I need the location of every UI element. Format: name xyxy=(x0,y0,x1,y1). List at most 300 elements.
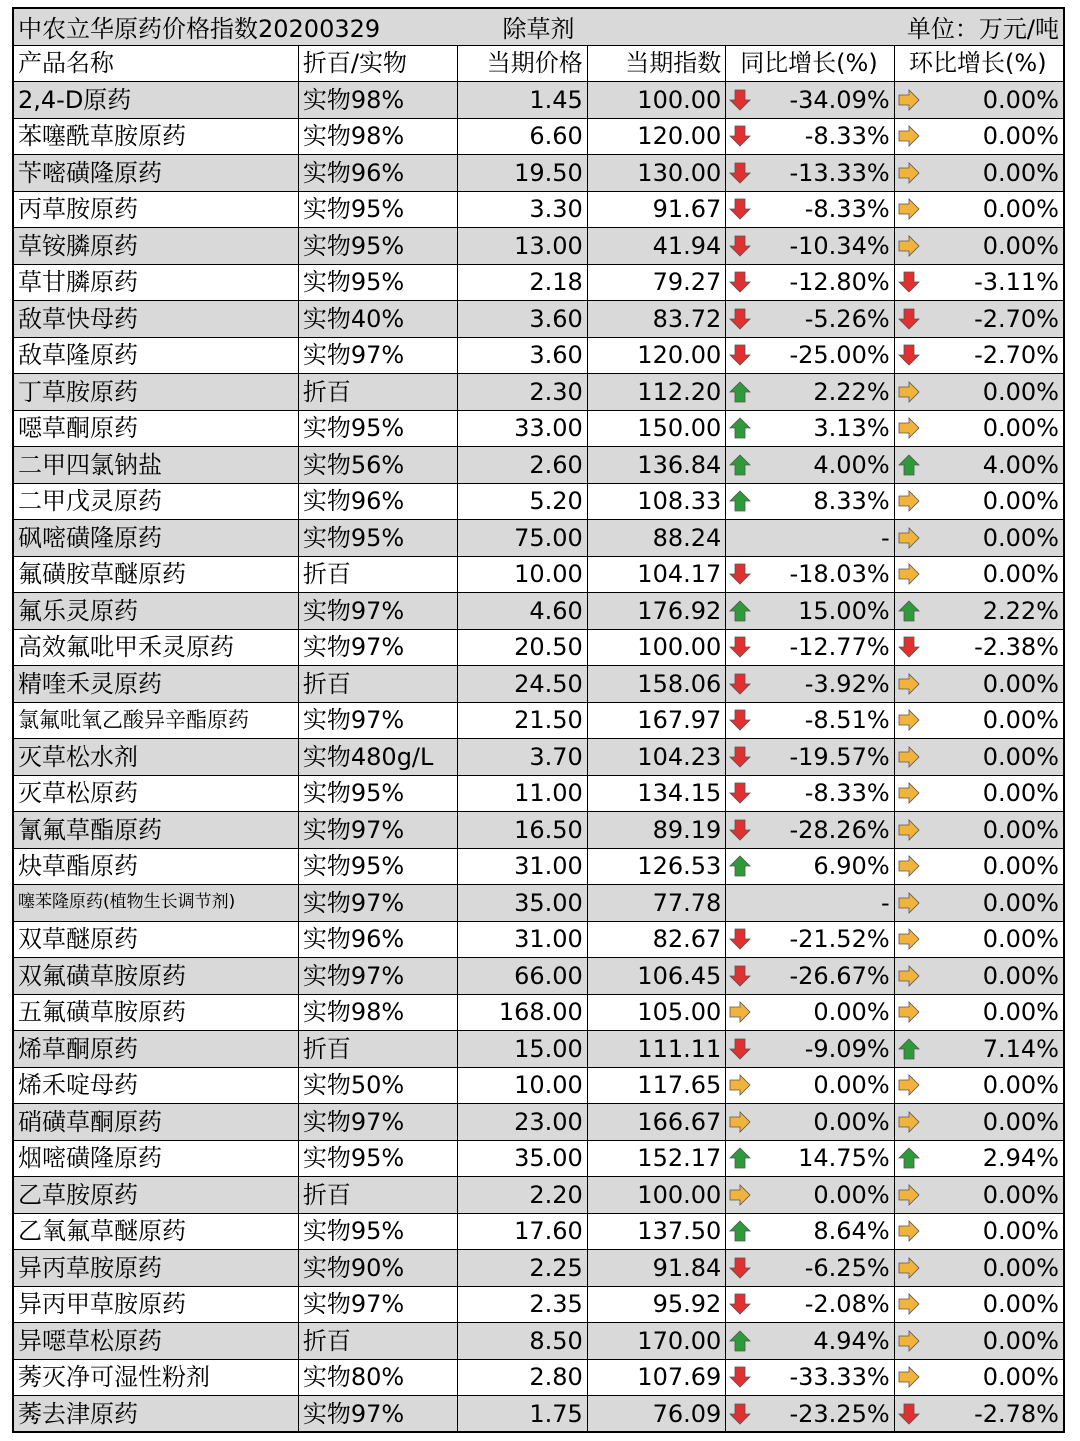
mom-value: 0.00% xyxy=(982,1363,1059,1392)
arrow-up-icon xyxy=(728,416,752,440)
yoy-value: -19.57% xyxy=(789,742,890,771)
arrow-down-icon xyxy=(728,307,752,331)
arrow-down-icon xyxy=(728,745,752,769)
yoy-value: -6.25% xyxy=(804,1253,890,1282)
product-name: 噁草酮原药 xyxy=(14,411,299,447)
price-cell: 3.70 xyxy=(458,739,588,775)
product-name: 二甲戊灵原药 xyxy=(14,484,299,520)
arrow-down-icon xyxy=(897,270,921,294)
arrow-up-icon xyxy=(897,599,921,623)
mom-value: 0.00% xyxy=(982,961,1059,990)
mom-cell xyxy=(895,265,1063,301)
index-cell: 83.72 xyxy=(588,301,726,337)
yoy-value: -28.26% xyxy=(789,815,890,844)
mom-value: 0.00% xyxy=(982,377,1059,406)
yoy-cell xyxy=(726,155,894,191)
arrow-right-icon xyxy=(897,489,921,513)
index-cell: 100.00 xyxy=(588,630,726,666)
price-cell: 24.50 xyxy=(458,666,588,702)
product-name: 异丙草胺原药 xyxy=(14,1250,299,1286)
product-name: 双草醚原药 xyxy=(14,922,299,958)
table-body xyxy=(14,82,1063,1433)
report-title: 中农立华原药价格指数20200329 xyxy=(18,15,381,44)
product-name: 苯噻酰草胺原药 xyxy=(14,119,299,155)
yoy-value: -8.33% xyxy=(804,122,890,151)
yoy-cell xyxy=(726,484,894,520)
yoy-value: 4.00% xyxy=(813,450,890,479)
table-row xyxy=(14,1177,1063,1214)
table-row xyxy=(14,1287,1063,1324)
product-name: 乙氧氟草醚原药 xyxy=(14,1214,299,1250)
arrow-right-icon xyxy=(897,818,921,842)
price-cell: 21.50 xyxy=(458,703,588,739)
yoy-value: -8.33% xyxy=(804,195,890,224)
arrow-right-icon xyxy=(897,964,921,988)
table-row xyxy=(14,922,1063,959)
price-cell: 6.60 xyxy=(458,119,588,155)
yoy-value: -26.67% xyxy=(789,961,890,990)
mom-cell xyxy=(895,739,1063,775)
yoy-cell xyxy=(726,739,894,775)
arrow-right-icon xyxy=(897,88,921,112)
arrow-right-icon xyxy=(897,1292,921,1316)
mom-value: 4.00% xyxy=(982,450,1059,479)
yoy-value: -12.77% xyxy=(789,633,890,662)
mom-value: 7.14% xyxy=(982,1034,1059,1063)
table-row xyxy=(14,228,1063,265)
yoy-cell xyxy=(726,593,894,629)
yoy-cell xyxy=(726,1141,894,1177)
index-cell: 112.20 xyxy=(588,374,726,410)
arrow-down-icon xyxy=(897,307,921,331)
product-name: 氟乐灵原药 xyxy=(14,593,299,629)
table-row xyxy=(14,82,1063,119)
price-cell: 10.00 xyxy=(458,557,588,593)
arrow-right-icon xyxy=(897,380,921,404)
arrow-up-icon xyxy=(728,380,752,404)
mom-cell xyxy=(895,119,1063,155)
table-row xyxy=(14,484,1063,521)
spec-cell: 折百 xyxy=(299,1031,458,1067)
spec-cell: 实物95% xyxy=(299,520,458,556)
spec-cell: 实物95% xyxy=(299,1141,458,1177)
table-row xyxy=(14,849,1063,886)
product-name: 硝磺草酮原药 xyxy=(14,1104,299,1140)
product-name: 烯草酮原药 xyxy=(14,1031,299,1067)
category-label: 除草剂 xyxy=(502,15,575,44)
table-row xyxy=(14,447,1063,484)
arrow-down-icon xyxy=(728,234,752,258)
mom-cell xyxy=(895,1287,1063,1323)
header-price: 当期价格 xyxy=(458,46,588,82)
index-cell: 111.11 xyxy=(588,1031,726,1067)
mom-value: 0.00% xyxy=(982,195,1059,224)
price-cell: 19.50 xyxy=(458,155,588,191)
product-name: 灭草松原药 xyxy=(14,776,299,812)
spec-cell: 实物97% xyxy=(299,885,458,921)
index-cell: 150.00 xyxy=(588,411,726,447)
product-name: 氯氟吡氧乙酸异辛酯原药 xyxy=(14,703,299,739)
product-name: 敌草快母药 xyxy=(14,301,299,337)
table-row xyxy=(14,1360,1063,1397)
yoy-cell xyxy=(726,666,894,702)
index-cell: 117.65 xyxy=(588,1068,726,1104)
mom-value: -2.70% xyxy=(974,304,1059,333)
price-cell: 168.00 xyxy=(458,995,588,1031)
index-cell: 108.33 xyxy=(588,484,726,520)
index-cell: 77.78 xyxy=(588,885,726,921)
spec-cell: 实物98% xyxy=(299,82,458,118)
mom-cell xyxy=(895,447,1063,483)
price-cell: 2.30 xyxy=(458,374,588,410)
yoy-value: -13.33% xyxy=(789,158,890,187)
table-row xyxy=(14,1250,1063,1287)
arrow-right-icon xyxy=(897,124,921,148)
mom-value: 2.94% xyxy=(982,1144,1059,1173)
arrow-right-icon xyxy=(897,1000,921,1024)
mom-value: 0.00% xyxy=(982,669,1059,698)
arrow-right-icon xyxy=(897,1219,921,1243)
yoy-value: 15.00% xyxy=(798,596,890,625)
index-cell: 166.67 xyxy=(588,1104,726,1140)
yoy-cell xyxy=(726,1287,894,1323)
price-cell: 3.60 xyxy=(458,301,588,337)
arrow-up-icon xyxy=(897,1146,921,1170)
arrow-down-icon xyxy=(728,1256,752,1280)
table-row xyxy=(14,301,1063,338)
table-row xyxy=(14,593,1063,630)
table-row xyxy=(14,1141,1063,1178)
mom-value: 0.00% xyxy=(982,487,1059,516)
spec-cell: 实物80% xyxy=(299,1360,458,1396)
mom-cell xyxy=(895,776,1063,812)
arrow-right-icon xyxy=(897,781,921,805)
price-cell: 15.00 xyxy=(458,1031,588,1067)
index-cell: 91.84 xyxy=(588,1250,726,1286)
price-cell: 75.00 xyxy=(458,520,588,556)
yoy-cell xyxy=(726,703,894,739)
table-row xyxy=(14,776,1063,813)
yoy-value: - xyxy=(880,523,890,552)
product-name: 异丙甲草胺原药 xyxy=(14,1287,299,1323)
table-row xyxy=(14,1214,1063,1251)
mom-cell xyxy=(895,411,1063,447)
price-cell: 31.00 xyxy=(458,922,588,958)
yoy-value: -34.09% xyxy=(789,85,890,114)
arrow-down-icon xyxy=(728,1292,752,1316)
yoy-value: 0.00% xyxy=(813,1107,890,1136)
yoy-value: -5.26% xyxy=(804,304,890,333)
mom-value: 0.00% xyxy=(982,706,1059,735)
yoy-value: -21.52% xyxy=(789,925,890,954)
spec-cell: 实物97% xyxy=(299,338,458,374)
arrow-right-icon xyxy=(897,1256,921,1280)
table-row xyxy=(14,703,1063,740)
mom-cell xyxy=(895,1323,1063,1359)
spec-cell: 实物95% xyxy=(299,849,458,885)
price-cell: 2.25 xyxy=(458,1250,588,1286)
table-row xyxy=(14,119,1063,156)
table-row xyxy=(14,338,1063,375)
mom-value: 2.22% xyxy=(982,596,1059,625)
arrow-right-icon xyxy=(897,416,921,440)
mom-value: 0.00% xyxy=(982,158,1059,187)
mom-cell xyxy=(895,1177,1063,1213)
table-row xyxy=(14,739,1063,776)
product-name: 草甘膦原药 xyxy=(14,265,299,301)
price-cell: 20.50 xyxy=(458,630,588,666)
price-cell: 4.60 xyxy=(458,593,588,629)
index-cell: 82.67 xyxy=(588,922,726,958)
arrow-right-icon xyxy=(897,1110,921,1134)
mom-value: 0.00% xyxy=(982,815,1059,844)
price-cell: 2.60 xyxy=(458,447,588,483)
yoy-cell xyxy=(726,374,894,410)
table-row xyxy=(14,885,1063,922)
mom-cell xyxy=(895,1250,1063,1286)
arrow-right-icon xyxy=(897,672,921,696)
arrow-right-icon xyxy=(897,745,921,769)
mom-cell xyxy=(895,1214,1063,1250)
arrow-down-icon xyxy=(897,1402,921,1426)
price-cell: 66.00 xyxy=(458,958,588,994)
yoy-value: 2.22% xyxy=(813,377,890,406)
table-row xyxy=(14,666,1063,703)
arrow-down-icon xyxy=(728,1037,752,1061)
price-cell: 8.50 xyxy=(458,1323,588,1359)
yoy-cell xyxy=(726,119,894,155)
price-cell: 2.18 xyxy=(458,265,588,301)
spec-cell: 折百 xyxy=(299,557,458,593)
arrow-down-icon xyxy=(728,635,752,659)
price-cell: 2.20 xyxy=(458,1177,588,1213)
index-cell: 104.17 xyxy=(588,557,726,593)
product-name: 噻苯隆原药(植物生长调节剂) xyxy=(14,885,299,921)
yoy-cell xyxy=(726,301,894,337)
yoy-value: 0.00% xyxy=(813,1180,890,1209)
mom-cell xyxy=(895,1068,1063,1104)
product-name: 草铵膦原药 xyxy=(14,228,299,264)
arrow-down-icon xyxy=(728,124,752,148)
mom-cell xyxy=(895,995,1063,1031)
yoy-cell xyxy=(726,849,894,885)
yoy-value: 8.33% xyxy=(813,487,890,516)
index-cell: 95.92 xyxy=(588,1287,726,1323)
product-name: 2,4-D原药 xyxy=(14,82,299,118)
index-cell: 137.50 xyxy=(588,1214,726,1250)
price-cell: 2.35 xyxy=(458,1287,588,1323)
mom-cell xyxy=(895,155,1063,191)
yoy-cell xyxy=(726,1104,894,1140)
yoy-value: 14.75% xyxy=(798,1144,890,1173)
price-cell: 31.00 xyxy=(458,849,588,885)
mom-cell xyxy=(895,338,1063,374)
arrow-right-icon xyxy=(897,1329,921,1353)
arrow-right-icon xyxy=(897,234,921,258)
product-name: 二甲四氯钠盐 xyxy=(14,447,299,483)
table-row xyxy=(14,411,1063,448)
yoy-value: -3.92% xyxy=(804,669,890,698)
mom-value: -2.70% xyxy=(974,341,1059,370)
arrow-down-icon xyxy=(728,343,752,367)
price-cell: 3.60 xyxy=(458,338,588,374)
product-name: 乙草胺原药 xyxy=(14,1177,299,1213)
spec-cell: 实物97% xyxy=(299,1396,458,1433)
mom-value: 0.00% xyxy=(982,1107,1059,1136)
yoy-value: -23.25% xyxy=(789,1400,890,1429)
yoy-cell xyxy=(726,885,894,921)
arrow-down-icon xyxy=(728,161,752,185)
arrow-up-icon xyxy=(728,1219,752,1243)
spec-cell: 实物98% xyxy=(299,995,458,1031)
yoy-value: -25.00% xyxy=(789,341,890,370)
price-cell: 5.20 xyxy=(458,484,588,520)
arrow-down-icon xyxy=(728,88,752,112)
product-name: 高效氟吡甲禾灵原药 xyxy=(14,630,299,666)
spec-cell: 实物96% xyxy=(299,155,458,191)
product-name: 双氟磺草胺原药 xyxy=(14,958,299,994)
yoy-cell xyxy=(726,922,894,958)
mom-value: -2.78% xyxy=(974,1400,1059,1429)
mom-cell xyxy=(895,1396,1063,1433)
product-name: 丙草胺原药 xyxy=(14,192,299,228)
yoy-cell xyxy=(726,630,894,666)
product-name: 精喹禾灵原药 xyxy=(14,666,299,702)
unit-label: 单位：万元/吨 xyxy=(906,15,1059,44)
header-index: 当期指数 xyxy=(588,46,726,82)
mom-cell xyxy=(895,703,1063,739)
index-cell: 106.45 xyxy=(588,958,726,994)
yoy-cell xyxy=(726,338,894,374)
spec-cell: 实物95% xyxy=(299,1214,458,1250)
arrow-down-icon xyxy=(728,818,752,842)
table-row xyxy=(14,630,1063,667)
arrow-down-icon xyxy=(728,197,752,221)
price-index-table xyxy=(12,7,1065,1433)
spec-cell: 实物50% xyxy=(299,1068,458,1104)
index-cell: 176.92 xyxy=(588,593,726,629)
spec-cell: 实物97% xyxy=(299,703,458,739)
index-cell: 167.97 xyxy=(588,703,726,739)
yoy-value: -10.34% xyxy=(789,231,890,260)
arrow-down-icon xyxy=(728,672,752,696)
spec-cell: 实物40% xyxy=(299,301,458,337)
yoy-cell xyxy=(726,958,894,994)
header-mom: 环比增长(%) xyxy=(909,49,1047,78)
product-name: 砜嘧磺隆原药 xyxy=(14,520,299,556)
yoy-cell xyxy=(726,1177,894,1213)
price-cell: 13.00 xyxy=(458,228,588,264)
price-cell: 35.00 xyxy=(458,1141,588,1177)
header-row xyxy=(14,46,1063,83)
arrow-down-icon xyxy=(897,343,921,367)
yoy-cell xyxy=(726,520,894,556)
index-cell: 100.00 xyxy=(588,82,726,118)
mom-value: 0.00% xyxy=(982,560,1059,589)
index-cell: 126.53 xyxy=(588,849,726,885)
header-name: 产品名称 xyxy=(14,46,299,82)
yoy-value: 8.64% xyxy=(813,1217,890,1246)
arrow-right-icon xyxy=(897,1365,921,1389)
mom-cell xyxy=(895,885,1063,921)
arrow-down-icon xyxy=(728,1402,752,1426)
price-cell: 33.00 xyxy=(458,411,588,447)
mom-value: 0.00% xyxy=(982,1217,1059,1246)
arrow-down-icon xyxy=(728,1365,752,1389)
index-cell: 91.67 xyxy=(588,192,726,228)
index-cell: 104.23 xyxy=(588,739,726,775)
product-name: 莠灭净可湿性粉剂 xyxy=(14,1360,299,1396)
mom-value: 0.00% xyxy=(982,122,1059,151)
arrow-right-icon xyxy=(728,1183,752,1207)
mom-value: 0.00% xyxy=(982,1071,1059,1100)
mom-value: -2.38% xyxy=(974,633,1059,662)
price-cell: 16.50 xyxy=(458,812,588,848)
index-cell: 89.19 xyxy=(588,812,726,848)
yoy-value: 0.00% xyxy=(813,1071,890,1100)
mom-value: 0.00% xyxy=(982,852,1059,881)
spec-cell: 实物90% xyxy=(299,1250,458,1286)
arrow-right-icon xyxy=(897,708,921,732)
yoy-cell xyxy=(726,1214,894,1250)
arrow-right-icon xyxy=(897,1073,921,1097)
product-name: 氟磺胺草醚原药 xyxy=(14,557,299,593)
price-cell: 1.75 xyxy=(458,1396,588,1433)
table-row xyxy=(14,1104,1063,1141)
mom-value: 0.00% xyxy=(982,1253,1059,1282)
arrow-right-icon xyxy=(897,197,921,221)
mom-cell xyxy=(895,1141,1063,1177)
table-row xyxy=(14,155,1063,192)
arrow-down-icon xyxy=(728,964,752,988)
index-cell: 152.17 xyxy=(588,1141,726,1177)
table-row xyxy=(14,557,1063,594)
arrow-right-icon xyxy=(897,1183,921,1207)
mom-cell xyxy=(895,484,1063,520)
yoy-cell xyxy=(726,1396,894,1433)
spec-cell: 实物97% xyxy=(299,593,458,629)
yoy-cell xyxy=(726,411,894,447)
yoy-cell xyxy=(726,1068,894,1104)
yoy-cell xyxy=(726,557,894,593)
table-row xyxy=(14,1396,1063,1433)
mom-value: 0.00% xyxy=(982,1180,1059,1209)
header-yoy: 同比增长(%) xyxy=(726,46,894,82)
spec-cell: 实物95% xyxy=(299,228,458,264)
mom-cell xyxy=(895,1031,1063,1067)
spec-cell: 实物480g/L xyxy=(299,739,458,775)
yoy-value: -18.03% xyxy=(789,560,890,589)
product-name: 五氟磺草胺原药 xyxy=(14,995,299,1031)
yoy-cell xyxy=(726,1360,894,1396)
mom-cell xyxy=(895,666,1063,702)
price-cell: 2.80 xyxy=(458,1360,588,1396)
yoy-value: - xyxy=(880,888,890,917)
table-row xyxy=(14,812,1063,849)
mom-value: 0.00% xyxy=(982,85,1059,114)
spec-cell: 实物96% xyxy=(299,484,458,520)
yoy-value: -8.51% xyxy=(804,706,890,735)
mom-value: 0.00% xyxy=(982,742,1059,771)
mom-value: 0.00% xyxy=(982,231,1059,260)
yoy-cell xyxy=(726,447,894,483)
spec-cell: 折百 xyxy=(299,374,458,410)
arrow-up-icon xyxy=(728,1329,752,1353)
product-name: 氰氟草酯原药 xyxy=(14,812,299,848)
yoy-value: 0.00% xyxy=(813,998,890,1027)
spec-cell: 实物95% xyxy=(299,265,458,301)
mom-value: 0.00% xyxy=(982,888,1059,917)
